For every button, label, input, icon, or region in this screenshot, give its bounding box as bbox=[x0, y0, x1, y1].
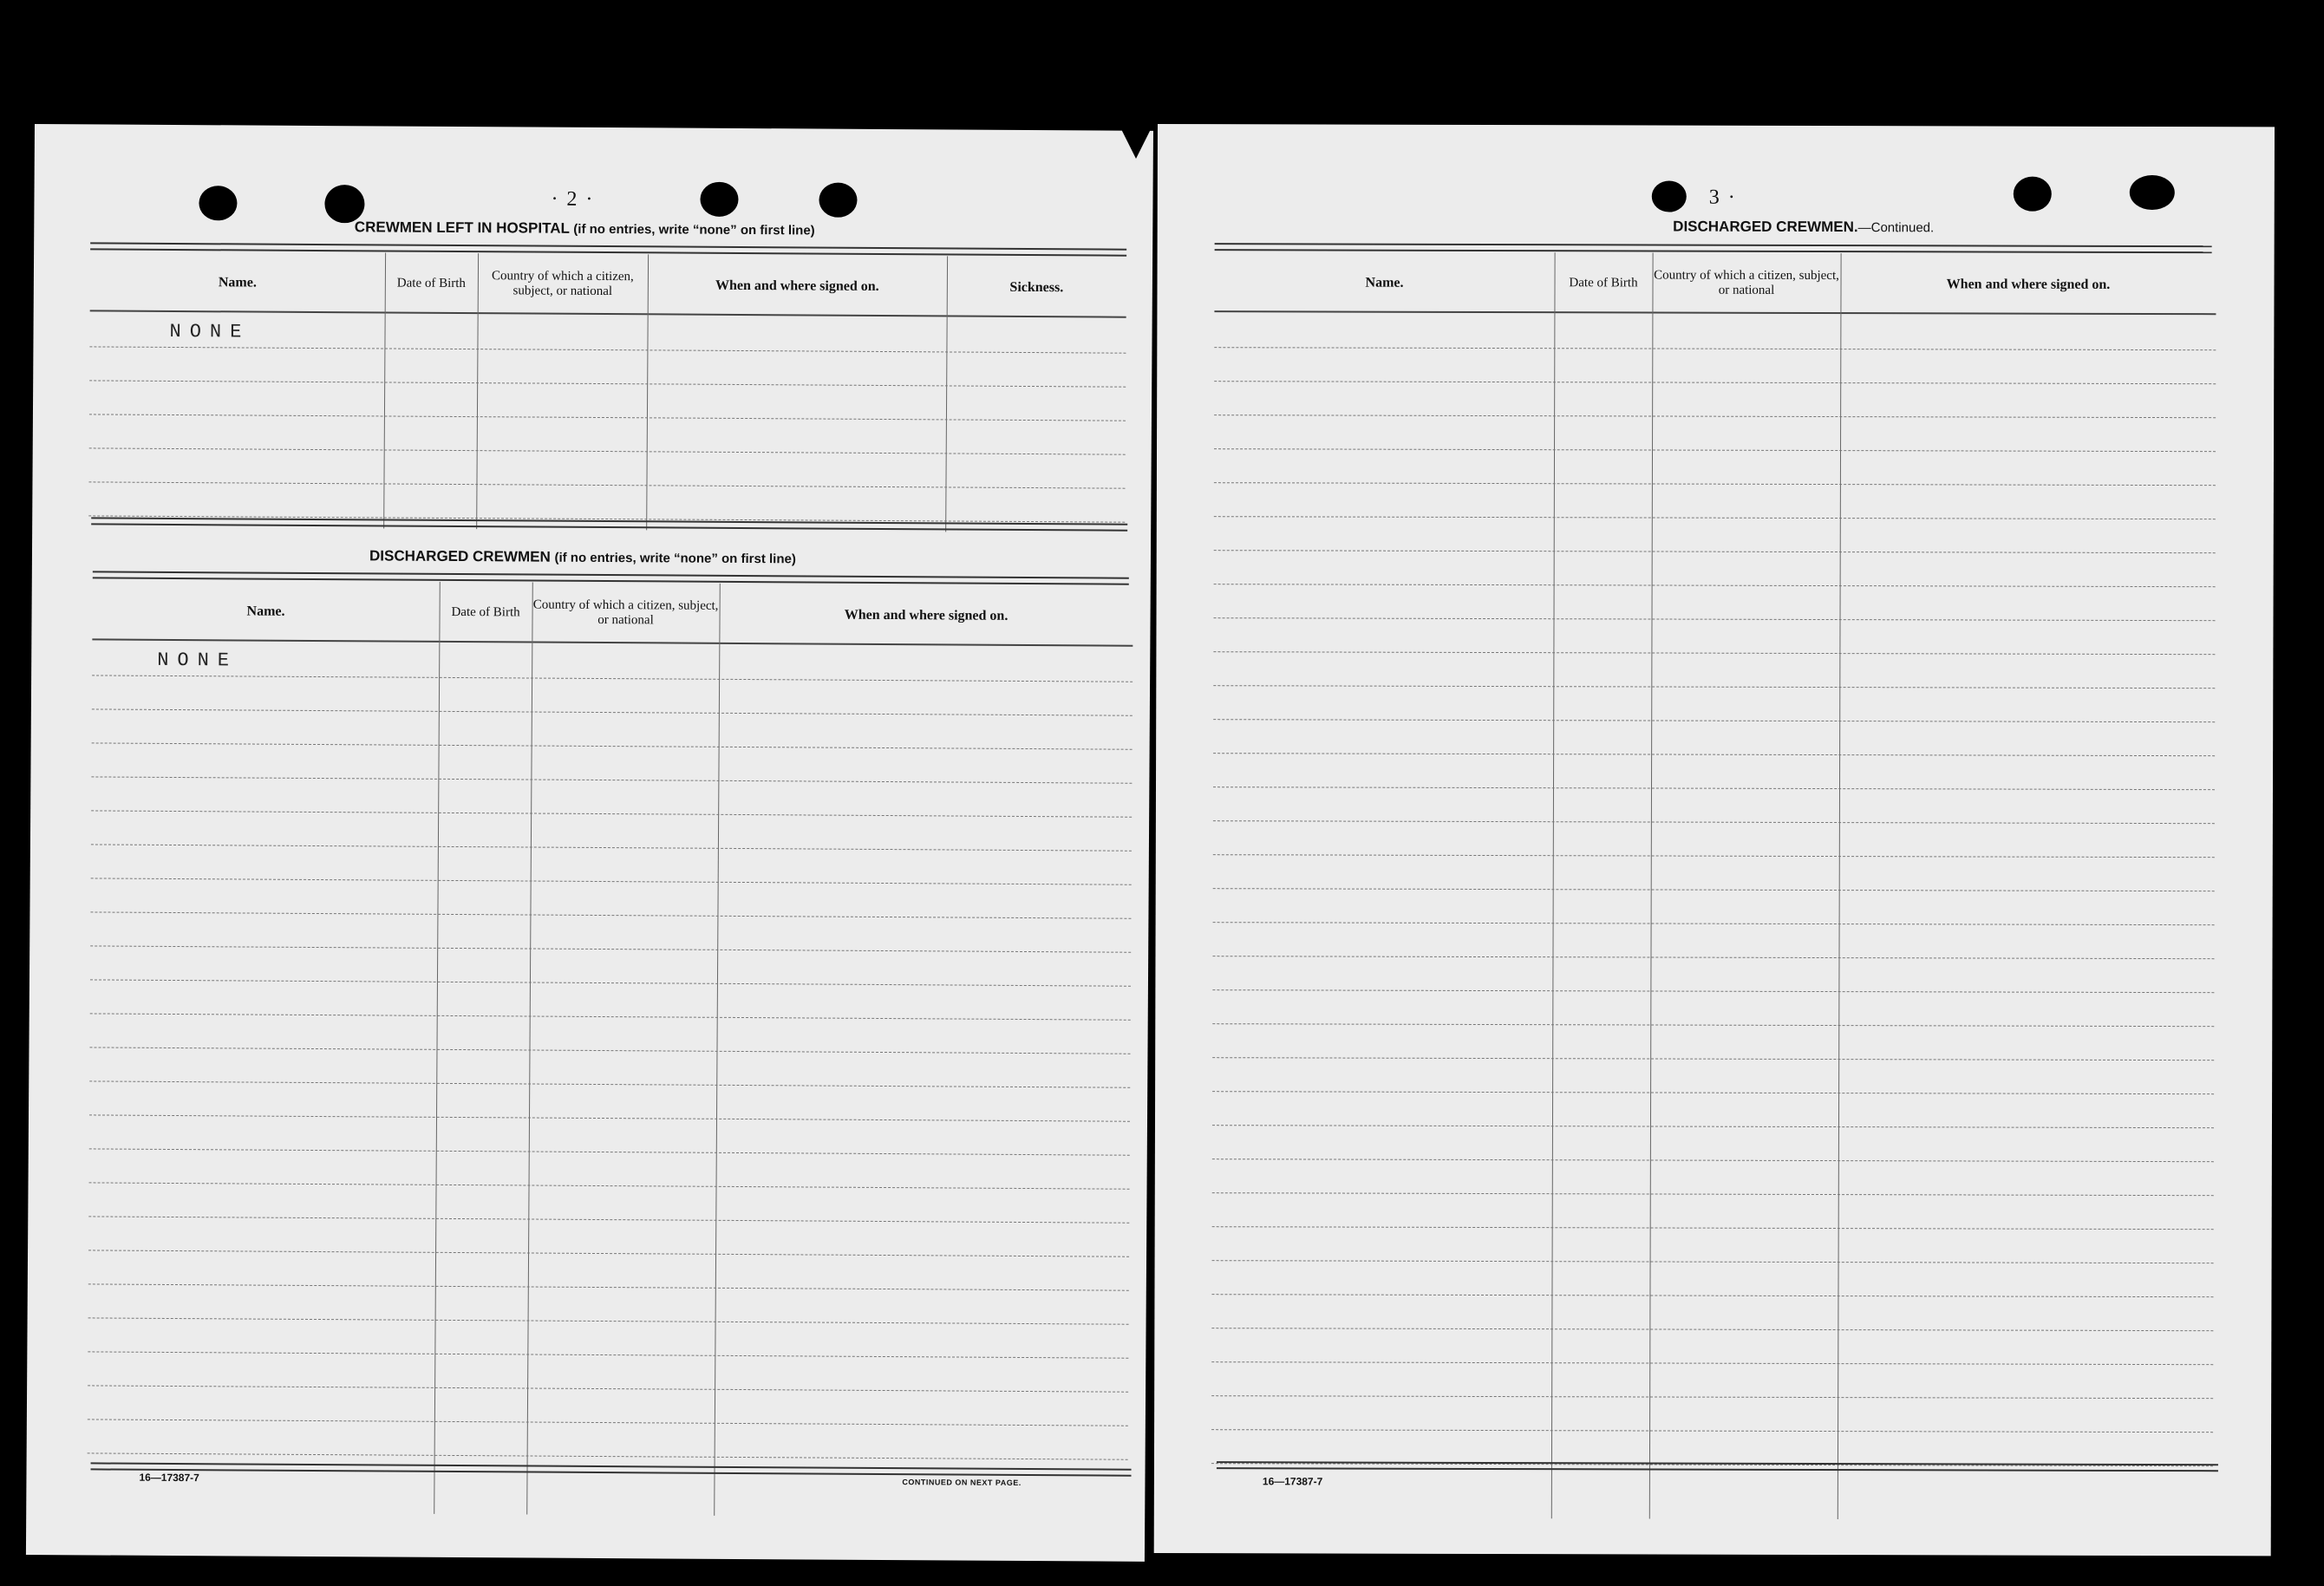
continued-note: CONTINUED ON NEXT PAGE. bbox=[902, 1478, 1022, 1487]
table-row bbox=[1211, 1395, 2213, 1399]
discharged-title: DISCHARGED CREWMEN. bbox=[1673, 218, 1858, 236]
column-header: Name. bbox=[1365, 275, 1404, 290]
hospital-section-title bbox=[95, 217, 1074, 240]
table-row bbox=[89, 1114, 1130, 1121]
punch-hole-icon bbox=[324, 185, 364, 223]
table-row bbox=[89, 447, 1126, 454]
table-row bbox=[1212, 1192, 2214, 1196]
column-divider bbox=[434, 582, 441, 1514]
punch-hole-icon bbox=[819, 183, 857, 218]
table-row bbox=[92, 742, 1133, 749]
column-header: Date of Birth bbox=[1569, 275, 1638, 290]
column-header: Date of Birth bbox=[396, 276, 467, 290]
discharged-section-title bbox=[93, 545, 1073, 569]
table-row bbox=[1213, 888, 2215, 891]
discharged-continued-title bbox=[1548, 218, 2060, 237]
page-notch bbox=[1119, 124, 1153, 159]
column-header: Name. bbox=[246, 604, 285, 619]
table-row bbox=[1212, 956, 2214, 959]
hospital-title: CREWMEN LEFT IN HOSPITAL bbox=[354, 219, 570, 237]
table-row bbox=[88, 1317, 1129, 1324]
discharged-table bbox=[88, 579, 1133, 1452]
table-row bbox=[90, 1013, 1131, 1020]
table-row bbox=[1212, 1125, 2214, 1128]
table-row bbox=[88, 1250, 1129, 1256]
table-row bbox=[89, 1047, 1130, 1054]
table-row bbox=[1212, 1057, 2214, 1061]
table-row bbox=[89, 1148, 1130, 1155]
column-header: Date of Birth bbox=[451, 604, 520, 619]
table-row bbox=[1213, 922, 2215, 925]
column-header: Country of which a citizen, subject, or national bbox=[492, 269, 634, 299]
table-row bbox=[1212, 1226, 2214, 1230]
table-row bbox=[1214, 482, 2216, 486]
table-row bbox=[88, 1452, 1128, 1459]
table-row bbox=[89, 346, 1126, 353]
name-entry: NONE bbox=[169, 320, 251, 343]
column-divider bbox=[526, 583, 533, 1515]
table-row bbox=[89, 414, 1126, 421]
rule bbox=[91, 1462, 1132, 1476]
table-row bbox=[1213, 651, 2215, 655]
table-row bbox=[92, 675, 1133, 682]
punch-hole-icon bbox=[1652, 180, 1687, 212]
table-row bbox=[1214, 414, 2216, 418]
table-row bbox=[1213, 854, 2215, 858]
right-page bbox=[1154, 124, 2275, 1556]
hospital-table bbox=[88, 251, 1126, 538]
form-number: 16—17387-7 bbox=[139, 1471, 199, 1485]
table-row bbox=[1214, 516, 2216, 519]
hospital-note: (if no entries, write “none” on first line) bbox=[573, 221, 815, 238]
column-header: When and where signed on. bbox=[715, 277, 879, 294]
table-row bbox=[89, 380, 1126, 387]
table-row bbox=[89, 1080, 1130, 1087]
form-number: 16—17387-7 bbox=[1262, 1475, 1323, 1488]
table-row bbox=[1213, 719, 2215, 722]
discharged-note: (if no entries, write “none” on first line) bbox=[554, 550, 796, 567]
table-row bbox=[1212, 1091, 2214, 1094]
table-row bbox=[1214, 347, 2216, 350]
column-header: Name. bbox=[218, 274, 257, 290]
left-page bbox=[26, 124, 1153, 1562]
table-row bbox=[1213, 685, 2215, 689]
table-row bbox=[1214, 584, 2216, 587]
punch-hole-icon bbox=[700, 182, 738, 217]
table-row bbox=[88, 1216, 1129, 1223]
table-row bbox=[1212, 1023, 2214, 1027]
table-row bbox=[1212, 1260, 2214, 1263]
page-number: 3 · bbox=[1708, 186, 1737, 209]
table-row bbox=[1214, 448, 2216, 452]
table-row bbox=[1211, 1361, 2213, 1365]
table-row bbox=[1214, 617, 2216, 621]
table-row bbox=[88, 1283, 1129, 1290]
table-row bbox=[88, 1351, 1128, 1358]
continued-suffix: —Continued. bbox=[1857, 220, 1935, 236]
table-row bbox=[91, 844, 1132, 851]
column-header: When and where signed on. bbox=[1946, 276, 2111, 292]
table-row bbox=[1213, 820, 2215, 824]
column-header: When and where signed on. bbox=[844, 607, 1009, 623]
table-row bbox=[1214, 381, 2216, 384]
table-row bbox=[90, 979, 1131, 986]
column-header: Country of which a citizen, subject, or national bbox=[1654, 268, 1839, 297]
rule bbox=[1217, 1461, 2218, 1472]
table-row bbox=[89, 1182, 1130, 1189]
column-divider bbox=[714, 584, 721, 1516]
table-row bbox=[1212, 1158, 2214, 1162]
name-entry: NONE bbox=[157, 649, 238, 672]
table-row bbox=[90, 911, 1131, 918]
page-number: · 2 · bbox=[551, 187, 595, 211]
table-row bbox=[1211, 1429, 2213, 1433]
table-row bbox=[1214, 550, 2216, 553]
table-row bbox=[88, 481, 1125, 488]
column-header: Sickness. bbox=[1009, 279, 1064, 295]
table-row bbox=[1211, 1294, 2213, 1297]
table-row bbox=[91, 878, 1132, 884]
discharged-title: DISCHARGED CREWMEN bbox=[369, 547, 551, 565]
table-row bbox=[91, 810, 1132, 817]
table-row bbox=[1211, 1328, 2213, 1331]
table-row bbox=[90, 945, 1131, 952]
table-row bbox=[91, 776, 1132, 783]
punch-hole-icon bbox=[199, 186, 237, 220]
table-row bbox=[1213, 786, 2215, 790]
table-row bbox=[88, 1385, 1128, 1392]
table-row bbox=[92, 708, 1133, 715]
column-header: Country of which a citizen, subject, or national bbox=[532, 597, 719, 628]
discharged-continued-table bbox=[1211, 251, 2216, 1459]
punch-hole-icon bbox=[2130, 175, 2175, 210]
table-row bbox=[1213, 753, 2215, 756]
punch-hole-icon bbox=[2014, 177, 2052, 212]
table-row bbox=[88, 1419, 1128, 1426]
table-row bbox=[1212, 989, 2214, 993]
